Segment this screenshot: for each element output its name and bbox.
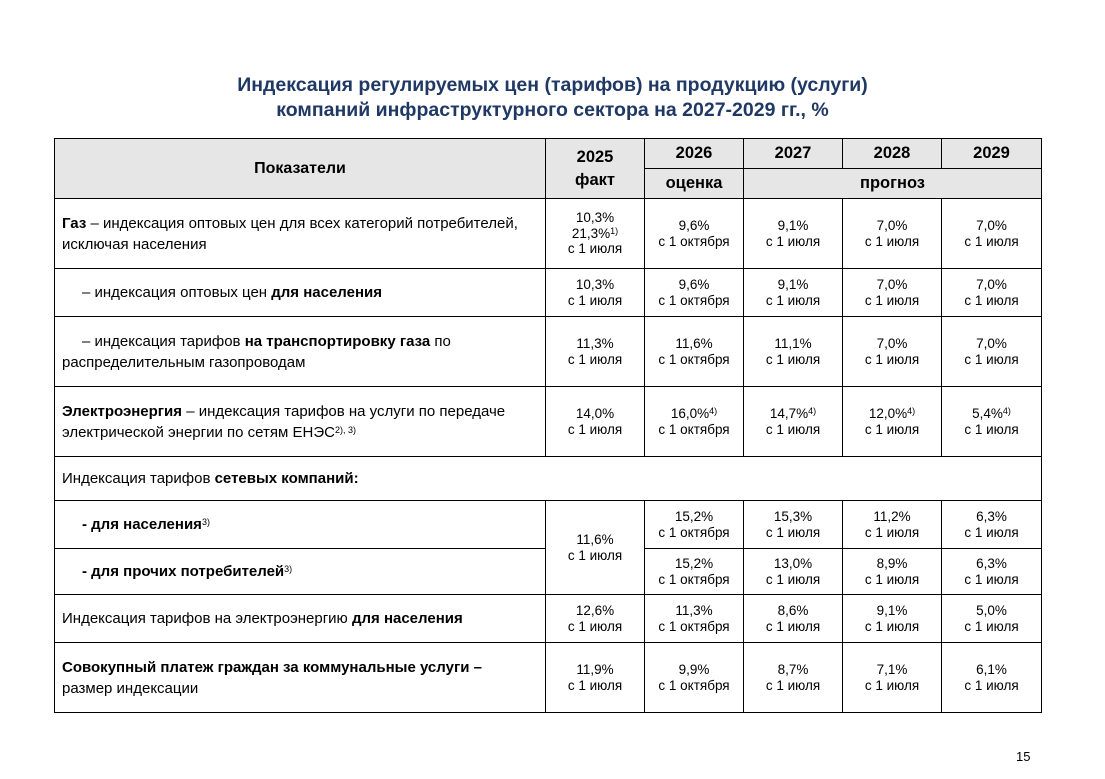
cell-2028: 9,1% с 1 июля	[843, 595, 942, 643]
cell-2029: 7,0% с 1 июля	[942, 317, 1042, 387]
cell-2028: 11,2% с 1 июля	[843, 501, 942, 549]
table-row-network-population	[55, 501, 1042, 549]
table-row-electricity-population	[55, 595, 1042, 643]
cell-2029: 7,0% с 1 июля	[942, 199, 1042, 269]
cell-2027: 15,3% с 1 июля	[744, 501, 843, 549]
row-label: – индексация оптовых цен для населения	[55, 269, 546, 317]
header-2028: 2028	[843, 139, 942, 169]
header-indicator: Показатели	[55, 139, 546, 199]
cell-2025: 10,3% с 1 июля	[546, 269, 645, 317]
table-row-electricity	[55, 387, 1042, 457]
header-estimate: оценка	[645, 169, 744, 199]
cell-2028: 7,0% с 1 июля	[843, 199, 942, 269]
row-label: Совокупный платеж граждан за коммунальные услуги – размер индексации	[55, 643, 546, 713]
cell-2027: 13,0% с 1 июля	[744, 549, 843, 595]
row-label: Индексация тарифов сетевых компаний:	[55, 457, 1042, 501]
cell-2026: 11,6% с 1 октября	[645, 317, 744, 387]
header-2025-year: 2025	[576, 147, 614, 166]
cell-2027: 9,1% с 1 июля	[744, 269, 843, 317]
header-forecast: прогноз	[744, 169, 1042, 199]
cell-2028: 7,0% с 1 июля	[843, 317, 942, 387]
header-2025	[546, 139, 645, 199]
row-label: Индексация тарифов на электроэнергию для населения	[55, 595, 546, 643]
cell-2029: 6,3% с 1 июля	[942, 501, 1042, 549]
header-row-years	[55, 139, 1042, 169]
table-row-network-heading	[55, 457, 1042, 501]
page-number: 15	[1016, 749, 1031, 764]
cell-2025: 11,3% с 1 июля	[546, 317, 645, 387]
title-line-1: Индексация регулируемых цен (тарифов) на продукцию (услуги)	[237, 74, 868, 96]
cell-2029: 6,1% с 1 июля	[942, 643, 1042, 713]
header-2027: 2027	[744, 139, 843, 169]
row-label: - для прочих потребителей$^{3)}$	[55, 549, 546, 595]
cell-2029: 7,0% с 1 июля	[942, 269, 1042, 317]
cell-2028: 8,9% с 1 июля	[843, 549, 942, 595]
cell-2027: 8,7% с 1 июля	[744, 643, 843, 713]
table-row-gas-transport	[55, 317, 1042, 387]
cell-2027: 9,1% с 1 июля	[744, 199, 843, 269]
row-label: - для населения$^{3)}$	[55, 501, 546, 549]
row-label: Электроэнергия – индексация тарифов на услуги по передаче электрической энергии по сетям $ЕНЭС^{2), 3)}$	[55, 387, 546, 457]
cell-2028: 7,0% с 1 июля	[843, 269, 942, 317]
cell-2026: 15,2% с 1 октября	[645, 549, 744, 595]
cell-2029: 6,3% с 1 июля	[942, 549, 1042, 595]
cell-2025: 11,9% с 1 июля	[546, 643, 645, 713]
row-label: Газ – индексация оптовых цен для всех категорий потребителей, исключая населения	[55, 199, 546, 269]
header-2029: 2029	[942, 139, 1042, 169]
table-row-total-payment	[55, 643, 1042, 713]
header-2026: 2026	[645, 139, 744, 169]
cell-2026: 9,9% с 1 октября	[645, 643, 744, 713]
cell-2028: 12,0%$^{4)}$ с 1 июля	[843, 387, 942, 457]
tariff-table	[54, 138, 1042, 713]
cell-2025-merged: 11,6% с 1 июля	[546, 501, 645, 595]
title-line-2: компаний инфраструктурного сектора на 2027-2029 гг., %	[276, 99, 829, 121]
cell-2025: 10,3% 21,3%$^{1)}$ с 1 июля	[546, 199, 645, 269]
header-2025-fact: факт	[575, 170, 615, 189]
cell-2027: 8,6% с 1 июля	[744, 595, 843, 643]
cell-2028: 7,1% с 1 июля	[843, 643, 942, 713]
table-row-gas	[55, 199, 1042, 269]
cell-2027: 11,1% с 1 июля	[744, 317, 843, 387]
cell-2025: 14,0% с 1 июля	[546, 387, 645, 457]
page-title	[0, 73, 1105, 123]
table-row-gas-population	[55, 269, 1042, 317]
cell-2026: 11,3% с 1 октября	[645, 595, 744, 643]
cell-2027: 14,7%$^{4)}$ с 1 июля	[744, 387, 843, 457]
cell-2029: 5,0% с 1 июля	[942, 595, 1042, 643]
cell-2026: 9,6% с 1 октября	[645, 199, 744, 269]
row-label: – индексация тарифов на транспортировку газа по распределительным газопроводам	[55, 317, 546, 387]
cell-2026: 15,2% с 1 октября	[645, 501, 744, 549]
cell-2026: 16,0%$^{4)}$ с 1 октября	[645, 387, 744, 457]
cell-2026: 9,6% с 1 октября	[645, 269, 744, 317]
cell-2025: 12,6% с 1 июля	[546, 595, 645, 643]
cell-2029: 5,4%$^{4)}$ с 1 июля	[942, 387, 1042, 457]
